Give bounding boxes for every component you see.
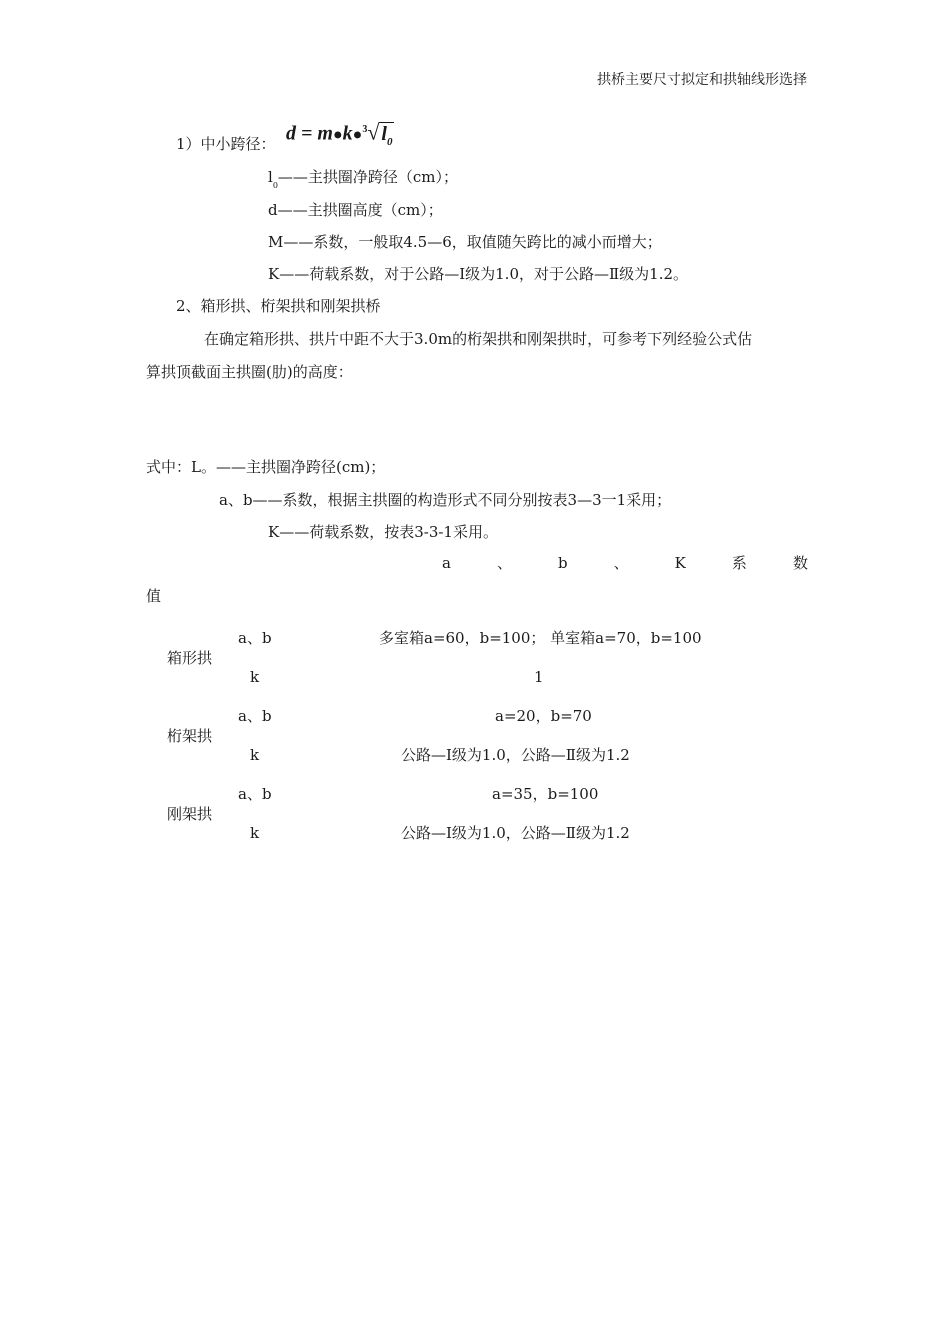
- section1-heading: 1）中小跨径：: [176, 135, 276, 153]
- table-row-k-label: k: [250, 746, 260, 764]
- table-title: a 、 b 、 K 系 数: [442, 554, 808, 572]
- table-row-ab-label: a、b: [238, 707, 272, 725]
- table-row-k-label: k: [250, 824, 260, 842]
- table-row-ab-value: a=20，b=70: [495, 707, 592, 725]
- def-l0: $l_0——$主拱圈净跨径（cm）；: [268, 168, 459, 190]
- table-row-k-label: k: [250, 668, 260, 686]
- table-row-ab-value: a=35，b=100: [492, 785, 599, 803]
- table-row-ab-value: 多室箱a=60，b=100； 单室箱a=70，b=100: [379, 629, 702, 647]
- ab-definition: a、b——系数，根据主拱圈的构造形式不同分别按表3—3一1采用；: [219, 491, 672, 509]
- thickness-formula: d = m●k●$^3$√ $l_0$: [286, 119, 393, 148]
- table-row-type: 桁架拱: [167, 727, 213, 745]
- where-line: 式中：L。——主拱圈净跨径(cm)；: [146, 458, 386, 476]
- table-title-end: 值: [146, 587, 162, 605]
- table-row-type: 箱形拱: [167, 649, 213, 667]
- section2-heading: 2、箱形拱、桁架拱和刚架拱桥: [176, 297, 381, 315]
- k-definition: K——荷载系数，按表3-3-1采用。: [268, 523, 498, 541]
- def-d: d——主拱圈高度（cm）；: [268, 201, 443, 219]
- page-header-title: 拱桥主要尺寸拟定和拱轴线形选择: [597, 72, 807, 88]
- section2-paragraph-line2: 算拱顶截面主拱圈(肋)的高度：: [146, 363, 353, 381]
- table-row-k-value: 公路—Ⅰ级为1.0，公路—Ⅱ级为1.2: [401, 746, 630, 764]
- def-k: K——荷载系数，对于公路—Ⅰ级为1.0，对于公路—Ⅱ级为1.2。: [268, 265, 689, 283]
- table-row-ab-label: a、b: [238, 785, 272, 803]
- table-row-type: 刚架拱: [167, 805, 213, 823]
- section2-paragraph-line1: 在确定箱形拱、拱片中距不大于3.0m的桁架拱和刚架拱时，可参考下列经验公式估: [204, 330, 753, 348]
- table-row-k-value: 公路—Ⅰ级为1.0，公路—Ⅱ级为1.2: [401, 824, 630, 842]
- table-row-k-value: 1: [534, 668, 544, 686]
- def-m: M——系数，一般取4.5—6，取值随矢跨比的减小而增大；: [268, 233, 662, 251]
- table-row-ab-label: a、b: [238, 629, 272, 647]
